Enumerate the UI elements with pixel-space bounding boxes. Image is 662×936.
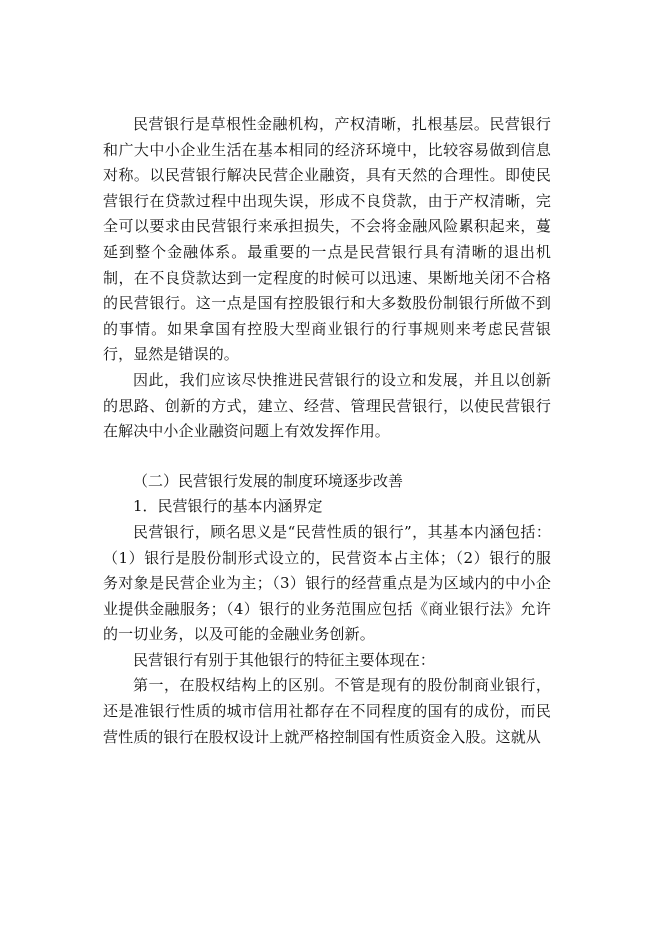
body-paragraph-3: 民营银行，顾名思义是“民营性质的银行”，其基本内涵包括：（1）银行是股份制形式设立的，民营资本占主体；（2）银行的服务对象是民营企业为主；（3）银行的经营重点是为区域内的中小企业提供金融服务；（4）银行的业务范围应包括《商业银行法》允许的一切业务，以及可能的金融业务创新。 — [103, 522, 551, 644]
body-paragraph-1: 民营银行是草根性金融机构，产权清晰，扎根基层。民营银行和广大中小企业生活在基本相同的经济环境中，比较容易做到信息对称。以民营银行解决民营企业融资，具有天然的合理性。即使民营银行在贷款过程中出现失误，形成不良贷款，由于产权清晰，完全可以要求由民营银行来承担损失，不会将金融风险累积起来，蔓延到整个金融体系。最重要的一点是民营银行具有清晰的退出机制，在不良贷款达到一定程度的时候可以迅速、果断地关闭不合格的民营银行。这一点是国有控股银行和大多数股份制银行所做不到的事情。如果拿国有控股大型商业银行的行事规则来考虑民营银行，显然是错误的。 — [103, 115, 551, 364]
body-paragraph-5: 第一，在股权结构上的区别。不管是现有的股份制商业银行，还是准银行性质的城市信用社都存在不同程度的国有的成份，而民营性质的银行在股权设计上就严格控制国有性质资金入股。这就从 — [103, 676, 551, 746]
document-page — [103, 112, 551, 750]
body-paragraph-4: 民营银行有别于其他银行的特征主要体现在： — [133, 650, 436, 669]
section-heading: （二）民营银行发展的制度环境逐步改善 — [133, 471, 404, 490]
body-paragraph-2: 因此，我们应该尽快推进民营银行的设立和发展，并且以创新的思路、创新的方式，建立、经营、管理民营银行，以使民营银行在解决中小企业融资问题上有效发挥作用。 — [103, 370, 551, 441]
section-spacer — [103, 445, 551, 469]
subsection-heading: 1．民营银行的基本内涵界定 — [133, 497, 323, 516]
